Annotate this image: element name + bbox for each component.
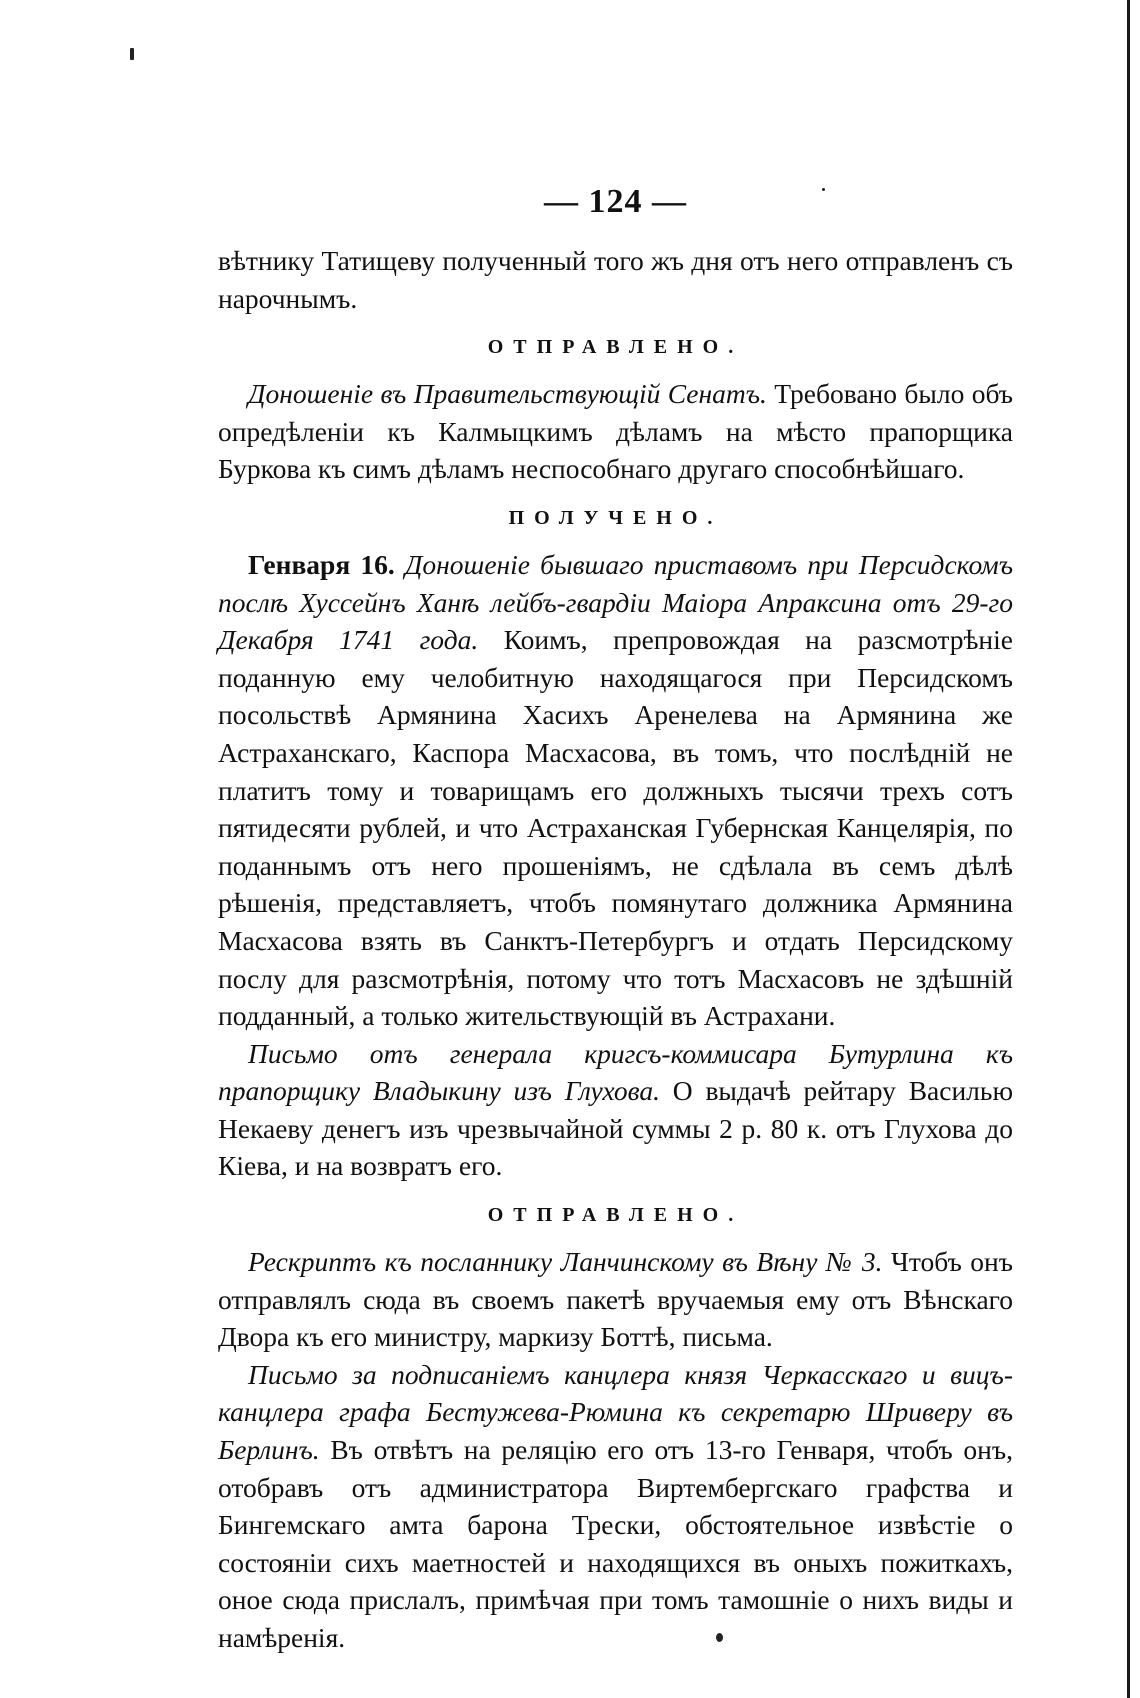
entry-title: Рескриптъ къ посланнику Ланчинскому въ Вѣну № 3. [248, 1246, 883, 1278]
scan-speck [130, 48, 134, 60]
entry-text: Требовано было объ опредѣленіи къ Калмыцкимъ дѣламъ на мѣсто прапорщика Буркова къ симъ дѣламъ неспособнаго другаго способнѣйшаго. [218, 378, 1014, 485]
entry-title: Письмо за подписаніемъ канцлера князя Черкасскаго и вицъ-канцлера графа Бестужева-Рюмина къ секретарю Шриверу въ Берлинъ. [218, 1358, 1013, 1466]
entry-text: Чтобъ онъ отправлялъ сюда въ своемъ пакетѣ вручаемыя ему отъ Вѣнскаго Двора къ его министру, маркизу Боттѣ, письма. [218, 1246, 1013, 1353]
entry-text: Въ отвѣтъ на реляцію его отъ 13-го Генваря, чтобъ онъ, отобравъ отъ администратора Виртембергскаго графства и Бингемскаго амта барона Трески, обстоятельное извѣстіе о состояніи сихъ маетностей и находящихся въ оныхъ пожиткахъ, оное сюда прислалъ, примѣчая при томъ тамошніе о нихъ виды и намѣренія. [218, 1434, 1013, 1653]
entry-buturlin-letter [218, 1035, 1013, 1185]
entry-title: Письмо отъ генерала кригсъ-коммисара Бутурлина къ прапорщику Владыкину изъ Глухова. [218, 1037, 1013, 1107]
entry-text: Коимъ, препровождая на разсмотрѣніе поданную ему челобитную находящагося при Персидскомъ посольствѣ Армянина Хасихъ Аренелева на Армянина же Астраханскаго, Каспора Масхасова, въ томъ, что послѣдній не платитъ тому и товарищамъ его должныхъ тысячи трехъ сотъ пятидесяти рублей, и что Астраханская Губернская Канцелярія, по поданнымъ отъ него прошеніямъ, не сдѣлала въ семъ дѣлѣ рѣшенія, представляетъ, чтобъ помянутаго должника Армянина Масхасова взять въ Санктъ-Петербургъ и отдать Персидскому послу для разсмотрѣнія, потому что тотъ Масхасовъ не здѣшній подданный, а только жительствующій въ Астрахани. [218, 624, 1013, 1032]
entry-date: Генваря 16. [248, 548, 395, 580]
page-number: — 124 — [544, 183, 687, 220]
entry-title: Доношеніе бывшаго приставомъ при Персидскомъ послѣ Хуссейнъ Ханѣ лейбъ-гвардіи Маіора Апраксина отъ 29-го Декабря 1741 года. [218, 548, 1013, 656]
entry-title: Доношеніе въ Правительствующій Сенатъ. [248, 378, 767, 410]
entry-lanchinsky-rescript [218, 1243, 1013, 1356]
entry-shriver-letter [218, 1356, 1013, 1657]
entry-text: О выдачѣ рейтару Василью Некаеву денегъ изъ чрезвычайной суммы 2 р. 80 к. отъ Глухова до Кіева, и на возвратъ его. [218, 1075, 1013, 1182]
body-text [218, 242, 1013, 1657]
paragraph-continuation: вѣтнику Татищеву полученный того жъ дня отъ него отправленъ съ нарочнымъ. [218, 245, 1013, 314]
section-heading-sent: ОТПРАВЛЕНО. [487, 336, 744, 359]
entry-senate-report [218, 375, 1013, 488]
section-heading-sent-2: ОТПРАВЛЕНО. [487, 1204, 744, 1227]
entry-apraksin-report [218, 546, 1013, 1035]
page-edge-line [1127, 0, 1130, 1698]
section-heading-received: ПОЛУЧЕНО. [508, 506, 723, 529]
